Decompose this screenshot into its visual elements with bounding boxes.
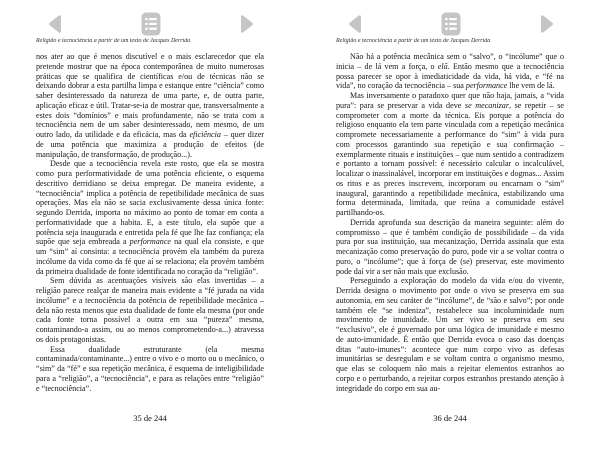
paragraph: Derrida aprofunda sua descrição da maneira seguinte: além do compromisso – que é também condição de possibilidade – da vida pura por sua instituição, sua mecanização, Derrida assinala que esta mecanização como preservação do puro, pode vir a se voltar contra o puro, o “incólume”; que à força de (se) preservar, este movimento pode daí vir a ser não mais que exclusão.: [336, 217, 564, 276]
table-of-contents-button[interactable]: [141, 12, 161, 36]
table-of-contents-icon: [141, 12, 161, 36]
next-page-arrow-icon: [536, 13, 558, 35]
page-number: 35 de 244: [133, 413, 167, 423]
running-header: Religião e tecnociência a partir de um texto de Jacques Derrida: [336, 38, 491, 44]
next-page-button[interactable]: [236, 13, 258, 35]
previous-page-button[interactable]: [344, 13, 366, 35]
page-toolbar-right: [344, 11, 558, 36]
page-right: [300, 0, 600, 450]
paragraph: Não há a potência mecânica sem o “salvo”, o “incólume” que o inicia – de lá vem a força, o elã. Então mesmo que a tecnociência possa parecer se opor à imediaticidade da vida, há vida, e “fé na vida”, no coração da tecnociência – sua performance lhe vem de lá.: [336, 52, 564, 91]
previous-page-arrow-icon: [44, 13, 66, 35]
paragraph: Desde que a tecnociência revela este rosto, que ela se mostra como pura performatividade de uma potência eficiente, o esquema descritivo derridiano se deixa empregar. De maneira evidente, a “tecnociência” implica a potência de repetibilidade mecânica de suas operações. Mas ela não se sacia exclusivamente dessa única fonte: segundo Derrida, importa no máximo ao ponto de tomar em conta a performatividade que a habita. E, a este título, ela supõe que a potência seja inaugurada e entretida pela fé que lhe faz confiança; ela supõe que seja embreada a performance na qual ela consiste, e que um “sim” aí consinta: a tecnociência provém ela também da pureza incólume da vida como da fé que aí se relaciona; ela provém também da primeira dualidade de fonte identificada no coração da “religião”.: [36, 159, 264, 276]
paragraph: Essa dualidade estruturante (ela mesma contaminada/contaminante...) entre o vivo e o morto ou o mecânico, o “sim” da “fé” e sua repetição mecânica, é esquema de inteligibilidade para a “religião”, a “tecnociência”, e para as relações entre “religião” e “tecnociência”.: [36, 344, 264, 393]
table-of-contents-icon: [441, 12, 461, 36]
page-text: [336, 52, 564, 409]
page-number: 36 de 244: [433, 413, 467, 423]
paragraph: nos ater ao que é menos discutível e o mais esclarecedor que ela pretende mostrar que na época contemporânea de muito numerosas práticas que se qualifica de científicas e/ou de técnicas não se deixando dobrar a esta partilha limpa e estanque entre “ciência” como saber desinteressado da natureza de uma parte, e, de outra parte, aplicação eficaz e útil. Tratar-se-ia de mostrar que, transversalmente a estes dois “domínios” e mais profundamente, não se trata com a tecnociência nem de um saber desinteressado, nem mesmo, de um outro lado, da utilidade e da eficácia, mas da eficiência – quer dizer de uma potência que maximiza a produção de efeitos (de manipulação, de transformação, de produção...).: [36, 52, 264, 159]
table-of-contents-button[interactable]: [441, 12, 461, 36]
previous-page-arrow-icon: [344, 13, 366, 35]
paragraph: Perseguindo a exploração do modelo da vida e/ou do vivente, Derrida designa o movimento por onde o vivo se preserva em sua autonomia, em seu caráter de “incólume”, de “são e salvo”; por onde também ele “se indeniza”, restabelece sua incoluminidade num movimento de imunidade. Um ser vivo se preserva em seu “exclusivo”, ele é governado por uma lógica de imunidade e mesmo de auto-imunidade. É então que Derrida evoca o caso das doenças ditas “auto-imunes”: acontece que num corpo vivo as defesas imunitárias se desregulam e se voltam contra o organismo mesmo, que elas se coloquem não mais a rejeitar elementos estranhos ao corpo e o perturbando, a rejeitar corpos estranhos prestando atenção à integridade do corpo em sua au-: [336, 276, 564, 393]
previous-page-button[interactable]: [44, 13, 66, 35]
page-text: [36, 52, 264, 409]
next-page-button[interactable]: [536, 13, 558, 35]
paragraph: Sem dúvida as acentuações visíveis são elas invertidas – a religião parece realçar de maneira mais evidente a “fé jurada na vida incólume” e a tecnociência da potência de repetibilidade mecânica – dela não resta menos que esta dualidade de fonte ela mesma (por onde cada fonte torna possível a outra em sua “pureza” mesma, contaminando-a assim, ou ao menos comprometendo-a...) atravessa os dois protagonistas.: [36, 276, 264, 344]
paragraph: Mas inversamente o paradoxo quer que não haja, jamais, a “vida pura”: para se preservar a vida deve se mecanizar, se repetir – se comprometer com a morte da técnica. Eis porque a potência do religioso enquanto ela tem parte vinculada com a repetição mecânica compromete necessariamente a performance do “sim” à vida pura com processos garantindo sua repetição e sua confirmação – exemplarmente rituais e instituições – que num sentido a contradizem e portanto a tornam possível: é necessário calcular o incalculável, localizar o inassinalável, incorporar em instituições e dogmas... Assim os ritos e as preces inscrevem, incorporam ou encarnam o “sim” inaugural, garantindo a repetibilidade mecânica, estabilizando uma forma determinada, limitada, que reúna a comunidade estável partilhando-os.: [336, 91, 564, 217]
next-page-arrow-icon: [236, 13, 258, 35]
page-toolbar-left: [44, 11, 258, 36]
running-header: Religião e tecnociência a partir de um texto de Jacques Derrida: [36, 38, 191, 44]
